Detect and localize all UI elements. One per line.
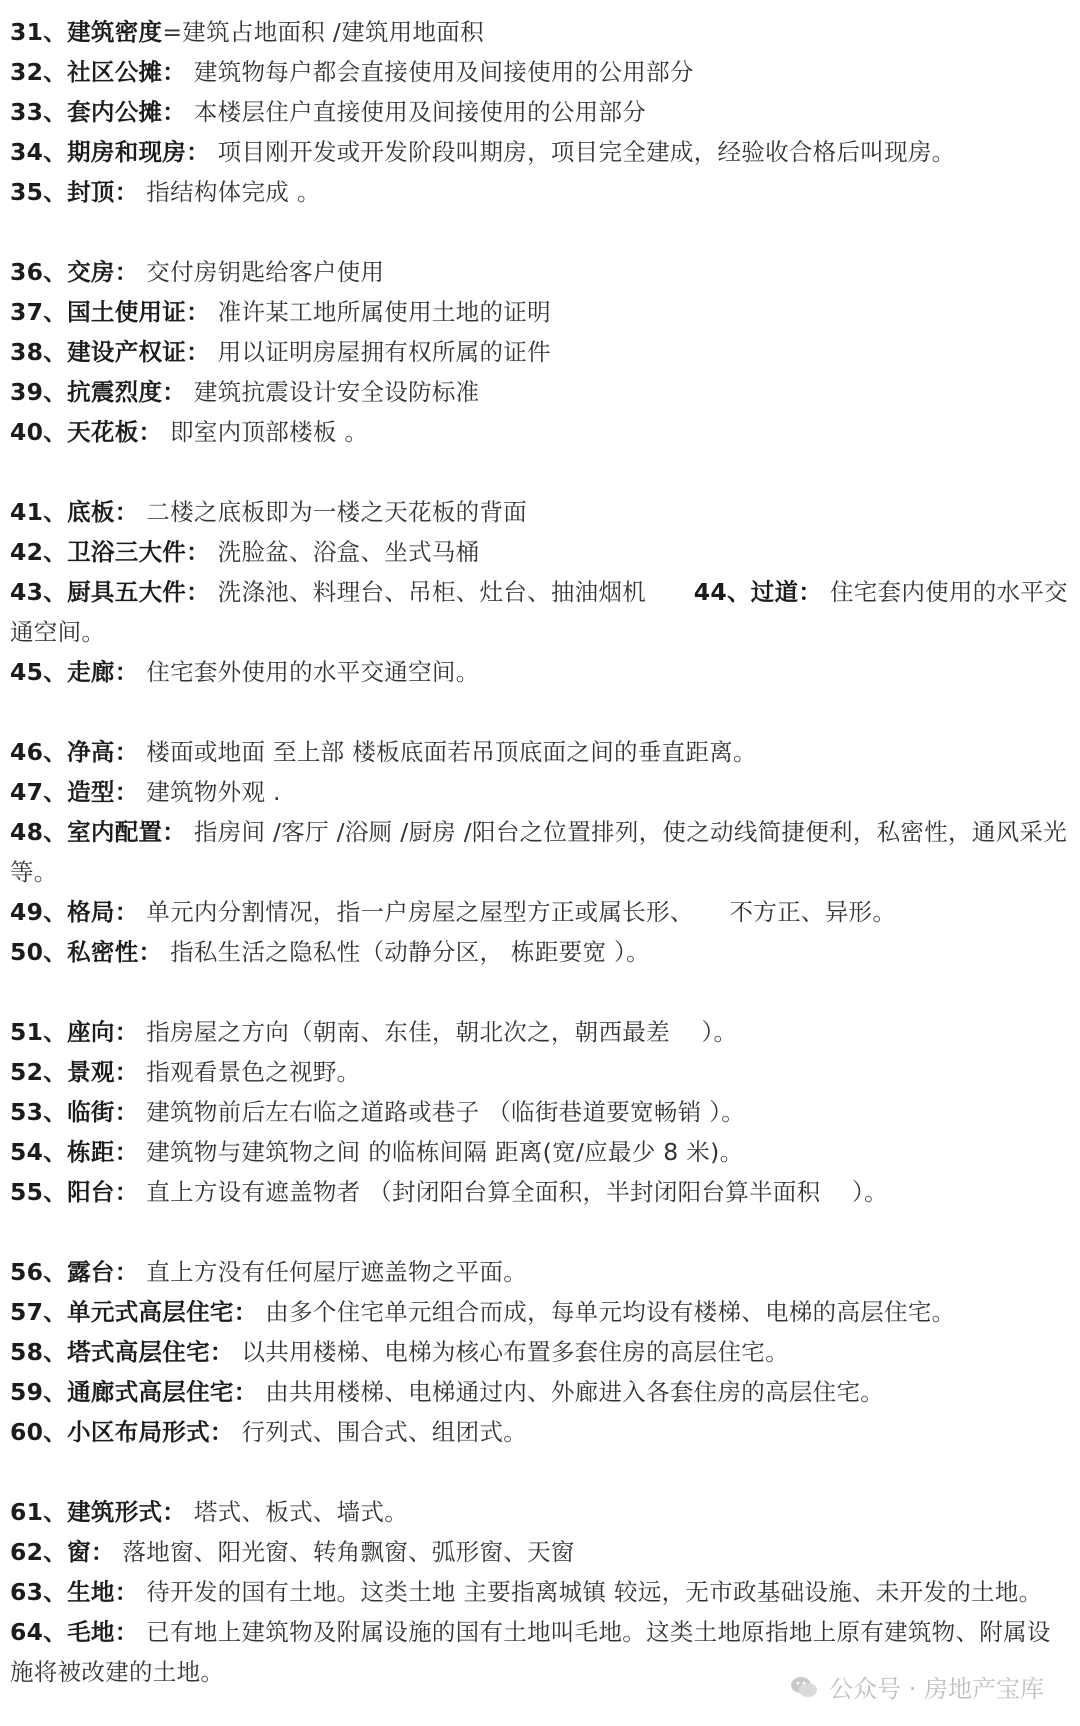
term-definition: 二楼之底板即为一楼之天花板的背面 [138, 498, 528, 526]
list-item [10, 1092, 1070, 1132]
term-definition: 指私生活之隐私性（动静分区， 栋距要宽 ）。 [162, 938, 650, 966]
term-label: 62、窗： [10, 1538, 115, 1566]
term-label: 37、国土使用证： [10, 298, 210, 326]
entry-group-5 [10, 1012, 1070, 1212]
list-item [10, 812, 1070, 892]
term-definition: 住宅套内使用的水平交通空间。 [10, 578, 1068, 646]
term-definition: 交付房钥匙给客户使用 [138, 258, 385, 286]
list-item [10, 1172, 1070, 1212]
term-label: 58、塔式高层住宅： [10, 1338, 234, 1366]
list-item [10, 1492, 1070, 1532]
term-label: 32、社区公摊： [10, 58, 187, 86]
list-item [10, 1572, 1070, 1612]
entry-group-1 [10, 12, 1070, 212]
list-item [10, 532, 1070, 572]
list-item [10, 92, 1070, 132]
term-definition: 由多个住宅单元组合而成，每单元均设有楼梯、电梯的高层住宅。 [257, 1298, 956, 1326]
list-item [10, 412, 1070, 452]
list-item [10, 252, 1070, 292]
list-item [10, 1132, 1070, 1172]
list-item [10, 292, 1070, 332]
term-definition: 住宅套外使用的水平交通空间。 [138, 658, 480, 686]
list-item [10, 892, 1070, 932]
term-definition: 楼面或地面 至上部 楼板底面若吊顶底面之间的垂直距离。 [138, 738, 757, 766]
term-label: 54、栋距： [10, 1138, 139, 1166]
term-label: 34、期房和现房： [10, 138, 210, 166]
term-definition: 由共用楼梯、电梯通过内、外廊进入各套住房的高层住宅。 [257, 1378, 885, 1406]
list-item [10, 1292, 1070, 1332]
term-definition: 建筑抗震设计安全设防标准 [186, 378, 480, 406]
term-label: 52、景观： [10, 1058, 139, 1086]
term-label: 49、格局： [10, 898, 139, 926]
term-label: 40、天花板： [10, 418, 163, 446]
term-label: 45、走廊： [10, 658, 139, 686]
term-label: 59、通廊式高层住宅： [10, 1378, 258, 1406]
term-definition: 建筑物外观 . [138, 778, 281, 806]
term-label: 56、露台： [10, 1258, 139, 1286]
list-item [10, 492, 1070, 532]
term-label: 39、抗震烈度： [10, 378, 187, 406]
term-definition: 直上方没有任何屋厅遮盖物之平面。 [138, 1258, 528, 1286]
term-definition: 指房屋之方向（朝南、东佳，朝北次之，朝西最差 ）。 [138, 1018, 738, 1046]
term-label: 55、阳台： [10, 1178, 139, 1206]
term-definition: 本楼层住户直接使用及间接使用的公用部分 [186, 98, 647, 126]
term-label: 33、套内公摊： [10, 98, 187, 126]
entry-group-2 [10, 252, 1070, 452]
term-definition: 洗脸盆、浴盒、坐式马桶 [209, 538, 480, 566]
term-definition: 已有地上建筑物及附属设施的国有土地叫毛地。这类土地原指地上原有建筑物、附属设施将被改建的土地。 [10, 1618, 1051, 1686]
entry-group-3 [10, 492, 1070, 692]
term-definition: 准许某工地所属使用土地的证明 [209, 298, 551, 326]
list-item [10, 572, 1070, 652]
list-item [10, 1052, 1070, 1092]
list-item [10, 372, 1070, 412]
list-item [10, 652, 1070, 692]
entry-group-7 [10, 1492, 1070, 1692]
list-item [10, 52, 1070, 92]
list-item [10, 172, 1070, 212]
term-definition: 指房间 /客厅 /浴厕 /厨房 /阳台之位置排列，使之动线简捷便利，私密性，通风采光等。 [10, 818, 1068, 886]
term-definition: 建筑物每户都会直接使用及间接使用的公用部分 [186, 58, 694, 86]
term-definition: 指观看景色之视野。 [138, 1058, 361, 1086]
term-label: 60、小区布局形式： [10, 1418, 234, 1446]
list-item [10, 1372, 1070, 1412]
list-item [10, 732, 1070, 772]
list-item [10, 1332, 1070, 1372]
term-definition: 建筑物与建筑物之间 的临栋间隔 距离(宽/应最少 8 米)。 [138, 1138, 744, 1166]
term-definition: 塔式、板式、墙式。 [186, 1498, 409, 1526]
term-definition: 指结构体完成 。 [138, 178, 321, 206]
watermark-text: 公众号 · 房地产宝库 [829, 1675, 1044, 1703]
term-label: 48、室内配置： [10, 818, 187, 846]
term-label: 35、封顶： [10, 178, 139, 206]
term-definition: 直上方设有遮盖物者 （封闭阳台算全面积，半封闭阳台算半面积 ）。 [138, 1178, 888, 1206]
term-definition: 即室内顶部楼板 。 [162, 418, 369, 446]
list-item [10, 772, 1070, 812]
term-definition: 建筑物前后左右临之道路或巷子 （临街巷道要宽畅销 ）。 [138, 1098, 746, 1126]
term-label: 46、净高： [10, 738, 139, 766]
term-label: 53、临街： [10, 1098, 139, 1126]
term-definition: 以共用楼梯、电梯为核心布置多套住房的高层住宅。 [233, 1338, 789, 1366]
wechat-icon [789, 1672, 819, 1702]
term-label: 57、单元式高层住宅： [10, 1298, 258, 1326]
term-definition: 待开发的国有土地。这类土地 主要指离城镇 较远，无市政基础设施、未开发的土地。 [138, 1578, 1043, 1606]
term-label: 43、厨具五大件： [10, 578, 210, 606]
watermark [789, 1669, 1044, 1704]
glossary-document [10, 12, 1070, 1692]
term-label: 38、建设产权证： [10, 338, 210, 366]
list-item [10, 1012, 1070, 1052]
term-definition: 项目刚开发或开发阶段叫期房，项目完全建成，经验收合格后叫现房。 [209, 138, 956, 166]
term-label: 31、建筑密度 [10, 18, 163, 46]
list-item [10, 1532, 1070, 1572]
term-label: 41、底板： [10, 498, 139, 526]
term-definition: 行列式、围合式、组团式。 [233, 1418, 528, 1446]
term-definition: 洗涤池、料理台、吊柜、灶台、抽油烟机 [209, 578, 694, 606]
term-definition: =建筑占地面积 /建筑用地面积 [162, 18, 484, 46]
term-label: 61、建筑形式： [10, 1498, 187, 1526]
entry-group-6 [10, 1252, 1070, 1452]
term-label: 36、交房： [10, 258, 139, 286]
list-item [10, 12, 1070, 52]
list-item [10, 132, 1070, 172]
term-definition: 单元内分割情况，指一户房屋之屋型方正或属长形、 不方正、异形。 [138, 898, 897, 926]
term-label: 64、毛地： [10, 1618, 139, 1646]
list-item [10, 932, 1070, 972]
list-item [10, 1412, 1070, 1452]
term-label: 63、生地： [10, 1578, 139, 1606]
term-label: 44、过道： [693, 578, 823, 606]
term-label: 42、卫浴三大件： [10, 538, 210, 566]
list-item [10, 332, 1070, 372]
entry-group-4 [10, 732, 1070, 972]
term-label: 51、座向： [10, 1018, 139, 1046]
term-label: 47、造型： [10, 778, 139, 806]
term-label: 50、私密性： [10, 938, 163, 966]
list-item [10, 1252, 1070, 1292]
term-definition: 用以证明房屋拥有权所属的证件 [209, 338, 551, 366]
term-definition: 落地窗、阳光窗、转角飘窗、弧形窗、天窗 [114, 1538, 575, 1566]
